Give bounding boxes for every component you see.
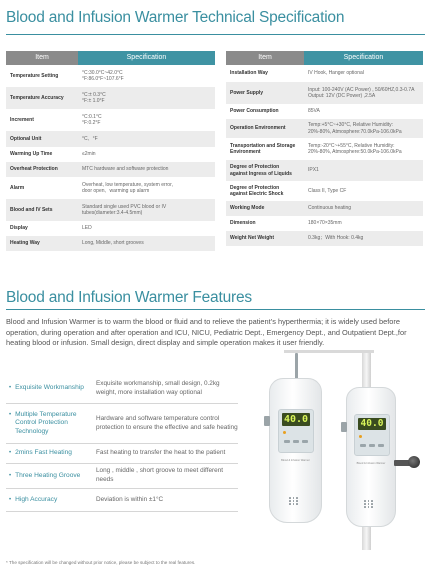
spec-value: Overheat, low temperature, system error, door open、warming up alarm <box>78 177 215 199</box>
right-spec-row <box>226 160 423 181</box>
left-button-up <box>284 440 290 443</box>
right-lcd <box>358 418 386 430</box>
warmer-device-left <box>269 378 322 523</box>
left-header-item: Item <box>6 51 78 65</box>
left-spec-row <box>6 236 215 251</box>
footnote: * The specification will be changed without prior notice, please be subject to the real features. <box>6 560 196 565</box>
spec-value: 180×70×35mm <box>304 216 423 231</box>
spec-item: Display <box>6 221 78 236</box>
features-title-rule <box>6 309 425 310</box>
spec-value: °C、°F <box>78 131 215 147</box>
spec-item: Temperature Setting <box>6 65 78 87</box>
spec-item: Power Consumption <box>226 104 304 119</box>
spec-value: IPX1 <box>304 160 423 181</box>
feature-name: Multiple Temperature Control Protection Technology <box>15 410 77 435</box>
bullet-icon: • <box>9 496 12 503</box>
feature-name-cell <box>6 472 92 481</box>
left-spec-row <box>6 199 215 221</box>
left-panel-label: Blood & Infusion Warmer <box>281 459 310 462</box>
left-lcd <box>282 413 310 426</box>
feature-name-cell <box>6 411 92 437</box>
right-status-led <box>359 435 362 438</box>
feature-name-cell <box>6 384 92 393</box>
spec-value: Temp:-20°C~+55°C, Relative Humidity: 20%-80%, Atmosphere:50.0kPa-106.0kPa <box>304 138 423 160</box>
spec-value: ≤2min <box>78 147 215 162</box>
spec-value: Long, Middle, short grooves <box>78 236 215 251</box>
right-spec-row <box>226 201 423 216</box>
feature-name: Three Heating Groove <box>15 471 81 479</box>
left-spec-row <box>6 162 215 177</box>
left-speaker <box>289 497 298 505</box>
device-illustration <box>244 350 429 550</box>
spec-item: Optional Unit <box>6 131 78 147</box>
spec-value: °C:0.1°C °F:0.2°F <box>78 109 215 131</box>
spec-value: 0.3kg；With Hook: 0.4kg <box>304 231 423 246</box>
right-spec-row <box>226 65 423 82</box>
left-screen-frame <box>278 409 314 453</box>
clamp-knob <box>408 456 420 468</box>
spec-value: Class II, Type CF <box>304 181 423 201</box>
left-spec-row <box>6 177 215 199</box>
right-speaker <box>364 500 373 508</box>
spec-value: 85VA <box>304 104 423 119</box>
right-spec-row <box>226 181 423 201</box>
feature-description: Hardware and software temperature control protection to ensure the effective and safe heating <box>96 414 238 431</box>
spec-item: Working Mode <box>226 201 304 216</box>
feature-row <box>6 464 238 489</box>
spec-item: Degree of Protection against Ingress of Liquids <box>226 160 304 181</box>
spec-item: Transportation and Storage Environment <box>226 138 304 160</box>
spec-item: Warming Up Time <box>6 147 78 162</box>
right-screen-frame <box>354 414 390 456</box>
right-spec-row <box>226 138 423 160</box>
right-panel-label: Blood & Infusion Warmer <box>356 462 386 465</box>
feature-description: Exquisite workmanship, small design, 0.2kg weight, more installation way optional <box>96 379 220 396</box>
right-header-item: Item <box>226 51 304 65</box>
bullet-icon: • <box>9 385 12 392</box>
feature-row <box>6 404 238 444</box>
feature-name: 2mins Fast Heating <box>15 449 72 457</box>
features-section-title: Blood and Infusion Warmer Features <box>6 289 252 306</box>
spec-item: Degree of Protection against Electric Shock <box>226 181 304 201</box>
right-spec-row <box>226 216 423 231</box>
left-button-down <box>293 440 299 443</box>
spec-item: Power Supply <box>226 82 304 104</box>
right-button-up <box>360 444 366 447</box>
spec-item: Blood and IV Sets <box>6 199 78 221</box>
right-spec-row <box>226 231 423 246</box>
left-spec-row <box>6 147 215 162</box>
left-tube-clip <box>264 416 270 426</box>
feature-row <box>6 444 238 464</box>
left-button-set <box>302 440 308 443</box>
left-hook <box>295 353 298 381</box>
feature-description: Fast heating to transfer the heat to the patient <box>96 449 226 457</box>
right-header-spec: Specification <box>304 51 423 65</box>
bullet-icon: • <box>9 450 12 457</box>
spec-table-left <box>6 51 215 251</box>
left-spec-row <box>6 131 215 147</box>
spec-value: Temp:+5°C~+30°C, Relative Humidity: 20%-80%, Atmosphere:70.0kPa-106.0kPa <box>304 119 423 138</box>
feature-name-cell <box>6 449 92 458</box>
left-spec-row <box>6 87 215 109</box>
spec-section-title: Blood and Infusion Warmer Technical Specification <box>6 9 345 26</box>
feature-name: High Accuracy <box>15 495 58 503</box>
spec-title-rule <box>6 34 425 35</box>
spec-item: Heating Way <box>6 236 78 251</box>
left-status-led <box>283 431 286 434</box>
spec-item: Installation Way <box>226 65 304 82</box>
spec-item: Alarm <box>6 177 78 199</box>
feature-row <box>6 374 238 404</box>
bullet-icon: • <box>9 411 12 418</box>
spec-value: Continuous heating <box>304 201 423 216</box>
right-spec-row <box>226 82 423 104</box>
spec-item: Overheat Protection <box>6 162 78 177</box>
right-spec-row <box>226 104 423 119</box>
spec-value: °C:30.0°C~42.0°C °F:86.0°F~107.6°F <box>78 65 215 87</box>
bullet-icon: • <box>9 472 12 479</box>
spec-item: Temperature Accuracy <box>6 87 78 109</box>
right-tube-clip <box>341 422 347 432</box>
left-spec-row <box>6 109 215 131</box>
right-button-down <box>369 444 375 447</box>
feature-name-cell <box>6 496 92 505</box>
spec-item: Weight Net Weight <box>226 231 304 246</box>
right-temperature-readout: 40.0 <box>360 418 384 429</box>
spec-value: IV Hook, Hanger optional <box>304 65 423 82</box>
right-spec-row <box>226 119 423 138</box>
features-list <box>6 374 238 512</box>
spec-table-right <box>226 51 423 246</box>
features-intro: Blood and Infusion Warmer is to warm the blood or fluid and to relieve the patient’s hyperthermia; it is widely used before operation, during operation and after operation and ICU, NICU, Pediatric Dept., Emergency Dept., and Outpatient Dept.,for heating blood or infusion. Small design, direct display and simple operation makes it user friendly. <box>6 317 407 348</box>
spec-value: MTC hardware and software protection <box>78 162 215 177</box>
spec-item: Operation Environment <box>226 119 304 138</box>
left-spec-row <box>6 221 215 236</box>
left-spec-row <box>6 65 215 87</box>
spec-value: LED <box>78 221 215 236</box>
spec-item: Dimension <box>226 216 304 231</box>
right-button-set <box>378 444 384 447</box>
warmer-device-right <box>346 387 396 527</box>
left-temperature-readout: 40.0 <box>283 414 309 425</box>
spec-item: Increment <box>6 109 78 131</box>
spec-value: Standard single used PVC blood or IV tubes(diameter:3.4-4.5mm) <box>78 199 215 221</box>
feature-name: Exquisite Workmanship <box>15 384 84 392</box>
feature-row <box>6 489 238 512</box>
feature-description: Deviation is within ±1°C <box>96 495 164 503</box>
feature-description: Long , middle , short groove to meet different needs <box>96 467 224 483</box>
spec-value: °C:± 0.3°C °F:± 1.0°F <box>78 87 215 109</box>
left-header-spec: Specification <box>78 51 215 65</box>
spec-value: Input: 100-240V (AC Power) , 50/60HZ,0.3-0.7A Output: 12V (DC Power) ,2.5A <box>304 82 423 104</box>
